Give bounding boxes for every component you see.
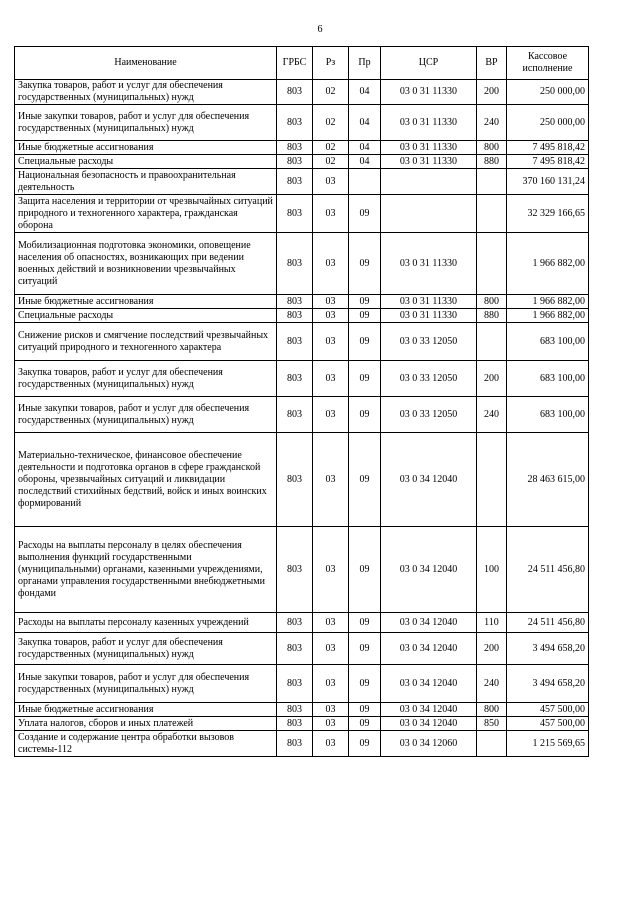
cell-pr: 04 [349, 105, 381, 141]
cell-pr: 09 [349, 717, 381, 731]
cell-amount: 370 160 131,24 [507, 169, 589, 195]
table-row [15, 155, 589, 169]
cell-rz: 02 [313, 141, 349, 155]
cell-pr: 09 [349, 397, 381, 433]
cell-vr: 200 [477, 633, 507, 665]
cell-csr: 03 0 34 12040 [381, 527, 477, 613]
cell-amount: 683 100,00 [507, 323, 589, 361]
header-amount: Кассовое исполнение [507, 47, 589, 80]
table-row [15, 169, 589, 195]
cell-amount: 250 000,00 [507, 105, 589, 141]
cell-rz: 03 [313, 633, 349, 665]
table-row [15, 397, 589, 433]
cell-rz: 03 [313, 433, 349, 527]
table-row [15, 717, 589, 731]
cell-pr [349, 169, 381, 195]
cell-name: Иные бюджетные ассигнования [15, 703, 277, 717]
cell-csr: 03 0 33 12050 [381, 397, 477, 433]
cell-rz: 03 [313, 717, 349, 731]
cell-rz: 03 [313, 169, 349, 195]
budget-execution-table [14, 46, 589, 757]
cell-amount: 250 000,00 [507, 80, 589, 105]
cell-csr: 03 0 31 11330 [381, 141, 477, 155]
cell-amount: 1 966 882,00 [507, 233, 589, 295]
cell-csr: 03 0 31 11330 [381, 105, 477, 141]
cell-grbs: 803 [277, 195, 313, 233]
cell-csr: 03 0 34 12040 [381, 633, 477, 665]
cell-pr: 09 [349, 613, 381, 633]
cell-csr: 03 0 31 11330 [381, 233, 477, 295]
cell-amount: 3 494 658,20 [507, 633, 589, 665]
cell-csr: 03 0 34 12040 [381, 613, 477, 633]
cell-csr: 03 0 34 12060 [381, 731, 477, 757]
cell-vr: 240 [477, 105, 507, 141]
cell-vr [477, 195, 507, 233]
cell-grbs: 803 [277, 80, 313, 105]
cell-rz: 03 [313, 323, 349, 361]
table-row [15, 309, 589, 323]
cell-pr: 09 [349, 233, 381, 295]
cell-pr: 04 [349, 141, 381, 155]
cell-amount: 24 511 456,80 [507, 613, 589, 633]
cell-grbs: 803 [277, 613, 313, 633]
cell-rz: 02 [313, 80, 349, 105]
cell-csr [381, 169, 477, 195]
cell-pr: 09 [349, 195, 381, 233]
table-row [15, 633, 589, 665]
table-row [15, 731, 589, 757]
cell-name: Снижение рисков и смягчение последствий чрезвычайных ситуаций природного и техногенного характера [15, 323, 277, 361]
cell-rz: 03 [313, 361, 349, 397]
cell-vr: 800 [477, 703, 507, 717]
cell-pr: 09 [349, 309, 381, 323]
cell-rz: 03 [313, 703, 349, 717]
cell-name: Закупка товаров, работ и услуг для обеспечения государственных (муниципальных) нужд [15, 633, 277, 665]
cell-grbs: 803 [277, 731, 313, 757]
cell-amount: 7 495 818,42 [507, 155, 589, 169]
table-row [15, 433, 589, 527]
cell-grbs: 803 [277, 527, 313, 613]
header-grbs: ГРБС [277, 47, 313, 80]
cell-vr: 880 [477, 309, 507, 323]
cell-amount: 32 329 166,65 [507, 195, 589, 233]
cell-rz: 03 [313, 233, 349, 295]
cell-pr: 04 [349, 80, 381, 105]
cell-csr: 03 0 34 12040 [381, 433, 477, 527]
cell-pr: 09 [349, 433, 381, 527]
page-number: 6 [317, 24, 323, 35]
table-row [15, 141, 589, 155]
cell-vr [477, 433, 507, 527]
cell-name: Защита населения и территории от чрезвычайных ситуаций природного и техногенного характера, гражданская оборона [15, 195, 277, 233]
cell-rz: 03 [313, 731, 349, 757]
cell-rz: 03 [313, 613, 349, 633]
cell-rz: 03 [313, 397, 349, 433]
cell-vr: 880 [477, 155, 507, 169]
cell-grbs: 803 [277, 309, 313, 323]
cell-name: Национальная безопасность и правоохранительная деятельность [15, 169, 277, 195]
cell-pr: 09 [349, 665, 381, 703]
cell-name: Иные бюджетные ассигнования [15, 295, 277, 309]
cell-amount: 1 215 569,65 [507, 731, 589, 757]
cell-vr: 200 [477, 361, 507, 397]
cell-grbs: 803 [277, 105, 313, 141]
cell-amount: 457 500,00 [507, 703, 589, 717]
cell-csr: 03 0 33 12050 [381, 361, 477, 397]
cell-vr [477, 731, 507, 757]
cell-name: Иные закупки товаров, работ и услуг для обеспечения государственных (муниципальных) нужд [15, 397, 277, 433]
cell-pr: 04 [349, 155, 381, 169]
cell-pr: 09 [349, 731, 381, 757]
cell-grbs: 803 [277, 169, 313, 195]
cell-csr: 03 0 31 11330 [381, 80, 477, 105]
cell-pr: 09 [349, 361, 381, 397]
cell-name: Закупка товаров, работ и услуг для обеспечения государственных (муниципальных) нужд [15, 80, 277, 105]
cell-grbs: 803 [277, 295, 313, 309]
cell-amount: 1 966 882,00 [507, 309, 589, 323]
cell-grbs: 803 [277, 323, 313, 361]
cell-vr [477, 233, 507, 295]
cell-amount: 3 494 658,20 [507, 665, 589, 703]
table-header-row [15, 47, 589, 80]
cell-grbs: 803 [277, 141, 313, 155]
cell-grbs: 803 [277, 633, 313, 665]
table-row [15, 527, 589, 613]
cell-amount: 7 495 818,42 [507, 141, 589, 155]
cell-rz: 03 [313, 195, 349, 233]
cell-amount: 28 463 615,00 [507, 433, 589, 527]
header-pr: Пр [349, 47, 381, 80]
cell-pr: 09 [349, 703, 381, 717]
cell-rz: 02 [313, 155, 349, 169]
cell-vr: 850 [477, 717, 507, 731]
cell-name: Уплата налогов, сборов и иных платежей [15, 717, 277, 731]
cell-name: Расходы на выплаты персоналу казенных учреждений [15, 613, 277, 633]
cell-vr: 100 [477, 527, 507, 613]
header-name: Наименование [15, 47, 277, 80]
cell-csr: 03 0 34 12040 [381, 703, 477, 717]
cell-name: Иные закупки товаров, работ и услуг для обеспечения государственных (муниципальных) нужд [15, 105, 277, 141]
cell-vr: 800 [477, 295, 507, 309]
cell-csr: 03 0 31 11330 [381, 309, 477, 323]
cell-grbs: 803 [277, 155, 313, 169]
table-body [15, 80, 589, 757]
cell-name: Иные закупки товаров, работ и услуг для обеспечения государственных (муниципальных) нужд [15, 665, 277, 703]
cell-vr: 240 [477, 665, 507, 703]
cell-name: Специальные расходы [15, 155, 277, 169]
cell-csr [381, 195, 477, 233]
cell-csr: 03 0 34 12040 [381, 665, 477, 703]
cell-rz: 03 [313, 309, 349, 323]
cell-csr: 03 0 34 12040 [381, 717, 477, 731]
cell-name: Закупка товаров, работ и услуг для обеспечения государственных (муниципальных) нужд [15, 361, 277, 397]
cell-name: Создание и содержание центра обработки вызовов системы-112 [15, 731, 277, 757]
cell-amount: 683 100,00 [507, 361, 589, 397]
cell-rz: 03 [313, 295, 349, 309]
table-row [15, 80, 589, 105]
cell-name: Мобилизационная подготовка экономики, оповещение населения об опасностях, возникающих при ведении военных действий и возникновении чрезвычайных ситуаций [15, 233, 277, 295]
cell-pr: 09 [349, 527, 381, 613]
cell-grbs: 803 [277, 665, 313, 703]
cell-name: Расходы на выплаты персоналу в целях обеспечения выполнения функций государственными (муниципальными) органами, казенными учреждениями, органами управления государственными внебюджетными фондами [15, 527, 277, 613]
table-row [15, 105, 589, 141]
cell-amount: 1 966 882,00 [507, 295, 589, 309]
cell-vr: 800 [477, 141, 507, 155]
cell-vr: 240 [477, 397, 507, 433]
cell-pr: 09 [349, 323, 381, 361]
cell-vr [477, 323, 507, 361]
cell-rz: 03 [313, 665, 349, 703]
table-row [15, 361, 589, 397]
cell-csr: 03 0 31 11330 [381, 155, 477, 169]
cell-vr: 200 [477, 80, 507, 105]
table-row [15, 195, 589, 233]
cell-grbs: 803 [277, 233, 313, 295]
table-row [15, 703, 589, 717]
table-row [15, 613, 589, 633]
cell-amount: 24 511 456,80 [507, 527, 589, 613]
cell-grbs: 803 [277, 397, 313, 433]
cell-amount: 683 100,00 [507, 397, 589, 433]
table-row [15, 665, 589, 703]
cell-grbs: 803 [277, 717, 313, 731]
cell-rz: 03 [313, 527, 349, 613]
cell-csr: 03 0 33 12050 [381, 323, 477, 361]
cell-amount: 457 500,00 [507, 717, 589, 731]
cell-vr: 110 [477, 613, 507, 633]
cell-grbs: 803 [277, 703, 313, 717]
header-rz: Рз [313, 47, 349, 80]
cell-pr: 09 [349, 633, 381, 665]
cell-pr: 09 [349, 295, 381, 309]
cell-rz: 02 [313, 105, 349, 141]
header-csr: ЦСР [381, 47, 477, 80]
cell-csr: 03 0 31 11330 [381, 295, 477, 309]
table-row [15, 233, 589, 295]
cell-vr [477, 169, 507, 195]
cell-name: Специальные расходы [15, 309, 277, 323]
cell-grbs: 803 [277, 361, 313, 397]
cell-name: Материально-техническое, финансовое обеспечение деятельности и подготовка органов в сфере гражданской обороны, чрезвычайных ситуаций и ликвидации последствий стихийных бедствий, войск и иных воинских формирований [15, 433, 277, 527]
cell-name: Иные бюджетные ассигнования [15, 141, 277, 155]
header-vr: ВР [477, 47, 507, 80]
table-row [15, 323, 589, 361]
table-row [15, 295, 589, 309]
cell-grbs: 803 [277, 433, 313, 527]
